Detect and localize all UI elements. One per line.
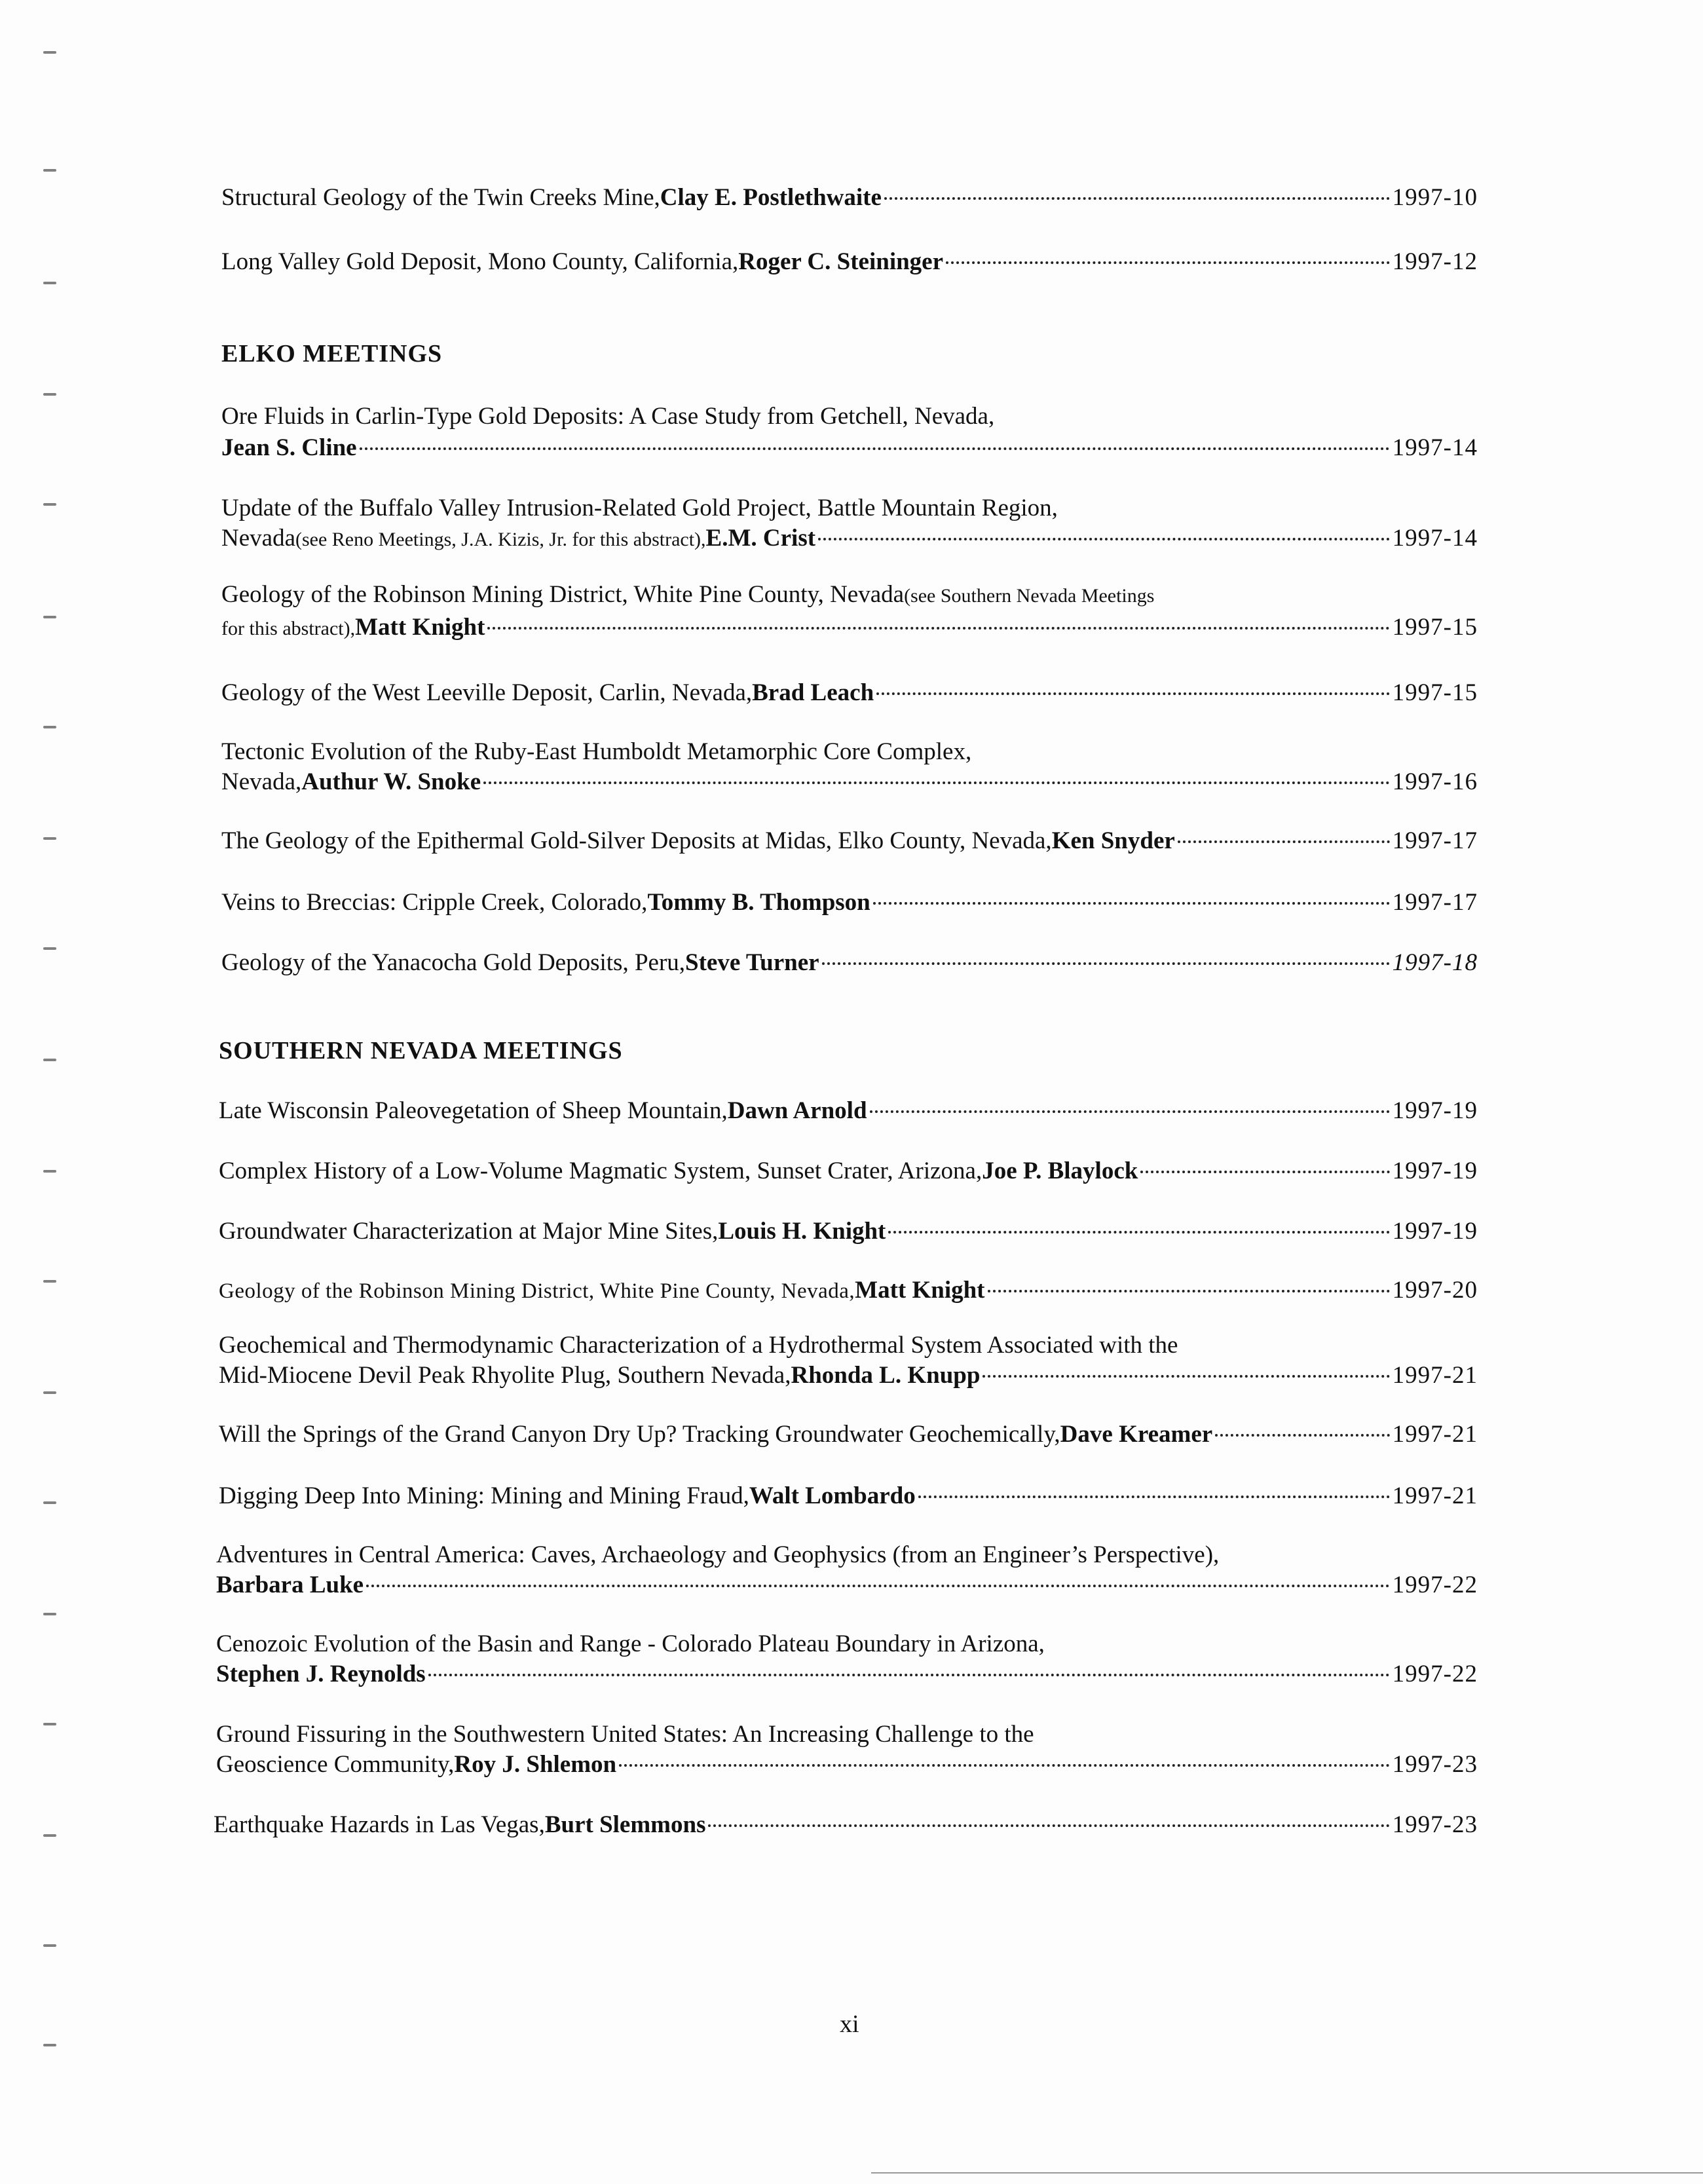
entry-page: 1997-18: [1392, 949, 1478, 976]
entry-title: Adventures in Central America: Caves, Archaeology and Geophysics (from an Engineer’s Perspective),: [216, 1541, 1220, 1568]
entry-author: Dave Kreamer: [1060, 1421, 1213, 1448]
toc-entry: [216, 1750, 1478, 1779]
scan-edge-mark: [43, 169, 56, 172]
dot-leader: [428, 1674, 1390, 1676]
entry-title: Geoscience Community,: [216, 1751, 455, 1778]
entry-title: Mid-Miocene Devil Peak Rhyolite Plug, Southern Nevada,: [219, 1362, 791, 1389]
entry-title: Tectonic Evolution of the Ruby-East Humboldt Metamorphic Core Complex,: [221, 738, 972, 765]
entry-title: Earthquake Hazards in Las Vegas,: [214, 1811, 545, 1838]
entry-author: E.M. Crist: [705, 525, 816, 552]
toc-entry: [219, 1482, 1478, 1510]
entry-page: 1997-15: [1392, 614, 1478, 641]
scan-edge-mark: [43, 1834, 56, 1837]
dot-leader: [483, 781, 1390, 784]
scan-edge-mark: [43, 1170, 56, 1173]
dot-leader: [360, 447, 1390, 450]
entry-author: Burt Slemmons: [544, 1811, 706, 1838]
entry-title: Geology of the Robinson Mining District, White Pine County, Nevada,: [219, 1279, 855, 1303]
entry-author: Joe P. Blaylock: [982, 1158, 1138, 1184]
scan-edge-mark: [43, 1391, 56, 1394]
entry-page: 1997-21: [1392, 1362, 1478, 1389]
toc-entry: [221, 183, 1478, 212]
dot-leader: [876, 692, 1390, 695]
entry-title: Geochemical and Thermodynamic Characterization of a Hydrothermal System Associated with the: [219, 1332, 1178, 1359]
scan-edge-mark: [43, 1613, 56, 1615]
toc-entry: [221, 679, 1478, 707]
section-heading-southern-nevada: SOUTHERN NEVADA MEETINGS: [219, 1037, 623, 1064]
dot-leader: [708, 1824, 1389, 1827]
entry-author: Walt Lombardo: [749, 1482, 916, 1509]
toc-entry-line: [216, 1630, 1045, 1658]
entry-author: Rhonda L. Knupp: [791, 1362, 981, 1389]
entry-title: Update of the Buffalo Valley Intrusion-Related Gold Project, Battle Mountain Region,: [221, 495, 1058, 521]
scan-bottom-edge: [871, 2172, 1703, 2174]
entry-author: Ken Snyder: [1051, 827, 1175, 854]
entry-page: 1997-17: [1392, 827, 1478, 854]
dot-leader: [884, 197, 1390, 200]
entry-page: 1997-19: [1392, 1097, 1478, 1124]
dot-leader: [1140, 1171, 1389, 1173]
scan-edge-mark: [43, 726, 56, 728]
entry-page: 1997-21: [1392, 1482, 1478, 1509]
dot-leader: [873, 902, 1390, 905]
entry-title: Will the Springs of the Grand Canyon Dry Up? Tracking Groundwater Geochemically,: [219, 1421, 1060, 1448]
toc-entry-line: [216, 1541, 1219, 1569]
scan-edge-mark: [43, 2044, 56, 2046]
dot-leader: [946, 261, 1390, 264]
toc-entry: [221, 949, 1478, 977]
scan-edge-mark: [43, 1059, 56, 1061]
entry-title: Digging Deep Into Mining: Mining and Mining Fraud,: [219, 1482, 749, 1509]
toc-entry: [221, 768, 1478, 796]
entry-page: 1997-16: [1392, 768, 1478, 795]
toc-entry: [221, 613, 1478, 641]
entry-author: Steve Turner: [685, 949, 819, 976]
entry-title: Groundwater Characterization at Major Mine Sites,: [219, 1218, 719, 1245]
toc-entry-line: [221, 738, 971, 766]
entry-page: 1997-15: [1392, 679, 1478, 706]
toc-entry-line: [216, 1720, 1034, 1748]
scan-edge-mark: [43, 947, 56, 950]
toc-entry: [221, 248, 1478, 276]
toc-entry-line: [219, 1331, 1178, 1359]
entry-title: Geology of the Robinson Mining District, White Pine County, Nevada: [221, 581, 905, 608]
entry-title: Geology of the West Leeville Deposit, Carlin, Nevada,: [221, 679, 753, 706]
entry-page: 1997-14: [1392, 434, 1478, 461]
entry-title: Late Wisconsin Paleovegetation of Sheep Mountain,: [219, 1097, 728, 1124]
page-number: xi: [840, 2010, 859, 2038]
toc-entry-line: [221, 402, 994, 430]
entry-title: Nevada: [221, 525, 295, 552]
entry-author: Authur W. Snoke: [301, 768, 481, 795]
dot-leader: [870, 1110, 1390, 1113]
entry-title: Long Valley Gold Deposit, Mono County, California,: [221, 248, 739, 275]
toc-entry: [216, 1571, 1478, 1599]
entry-title: Ore Fluids in Carlin-Type Gold Deposits: A Case Study from Getchell, Nevada,: [221, 403, 995, 430]
toc-entry: [219, 1361, 1478, 1389]
toc-entry: [221, 827, 1478, 855]
entry-note: (see Reno Meetings, J.A. Kizis, Jr. for this abstract),: [295, 529, 706, 550]
entry-author: Dawn Arnold: [727, 1097, 867, 1124]
scan-edge-mark: [43, 503, 56, 506]
entry-title: Nevada,: [221, 768, 302, 795]
scan-edge-mark: [43, 393, 56, 396]
entry-page: 1997-12: [1392, 248, 1478, 275]
scan-edge-mark: [43, 1501, 56, 1504]
dot-leader: [822, 962, 1390, 965]
entry-title: Cenozoic Evolution of the Basin and Range - Colorado Plateau Boundary in Arizona,: [216, 1630, 1045, 1657]
toc-entry: [219, 1276, 1478, 1304]
scan-edge-mark: [43, 616, 56, 618]
dot-leader: [366, 1585, 1390, 1587]
entry-page: 1997-19: [1392, 1218, 1478, 1245]
entry-author: Roy J. Shlemon: [454, 1751, 617, 1778]
section-heading-elko: ELKO MEETINGS: [221, 340, 443, 367]
dot-leader: [619, 1764, 1390, 1767]
entry-page: 1997-10: [1392, 184, 1478, 211]
entry-author: Roger C. Steininger: [738, 248, 944, 275]
entry-author: Jean S. Cline: [221, 434, 357, 461]
dot-leader: [982, 1375, 1389, 1378]
entry-title: The Geology of the Epithermal Gold-Silver Deposits at Midas, Elko County, Nevada,: [221, 827, 1052, 854]
scan-edge-mark: [43, 837, 56, 840]
toc-entry-line: [221, 494, 1058, 522]
entry-author: Louis H. Knight: [718, 1218, 886, 1245]
scan-edge-mark: [43, 51, 56, 54]
toc-entry: [221, 434, 1478, 462]
entry-author: Matt Knight: [355, 614, 485, 641]
entry-author: Stephen J. Reynolds: [216, 1661, 426, 1687]
entry-page: 1997-21: [1392, 1421, 1478, 1448]
dot-leader: [888, 1231, 1389, 1233]
entry-title: Geology of the Yanacocha Gold Deposits, Peru,: [221, 949, 686, 976]
entry-author: Matt Knight: [855, 1277, 985, 1304]
entry-author: Brad Leach: [752, 679, 874, 706]
entry-note: for this abstract),: [221, 618, 356, 639]
toc-entry: [219, 1217, 1478, 1245]
entry-author: Barbara Luke: [216, 1572, 364, 1598]
scan-edge-mark: [43, 282, 56, 284]
entry-page: 1997-19: [1392, 1158, 1478, 1184]
entry-page: 1997-23: [1392, 1751, 1478, 1778]
toc-entry: [216, 1660, 1478, 1688]
scan-edge-mark: [43, 1944, 56, 1947]
toc-entry: [219, 1420, 1478, 1448]
dot-leader: [1215, 1434, 1389, 1437]
toc-entry: [219, 1097, 1478, 1125]
dot-leader: [818, 538, 1390, 540]
toc-entry: [214, 1811, 1478, 1839]
entry-note: (see Southern Nevada Meetings: [904, 585, 1155, 607]
toc-entry-line: [221, 580, 1154, 609]
entry-title: Ground Fissuring in the Southwestern United States: An Increasing Challenge to the: [216, 1721, 1034, 1748]
entry-page: 1997-20: [1392, 1277, 1478, 1304]
toc-entry: [221, 524, 1478, 552]
entry-title: Veins to Breccias: Cripple Creek, Colorado,: [221, 889, 648, 916]
scan-edge-mark: [43, 1280, 56, 1283]
dot-leader: [487, 627, 1389, 630]
entry-page: 1997-14: [1392, 525, 1478, 552]
entry-page: 1997-22: [1392, 1661, 1478, 1687]
entry-page: 1997-22: [1392, 1572, 1478, 1598]
dot-leader: [1178, 840, 1390, 843]
toc-entry: [221, 888, 1478, 916]
scan-edge-mark: [43, 1723, 56, 1725]
entry-title: Structural Geology of the Twin Creeks Mine,: [221, 184, 660, 211]
dot-leader: [918, 1496, 1390, 1498]
toc-entry: [219, 1157, 1478, 1185]
entry-page: 1997-17: [1392, 889, 1478, 916]
entry-page: 1997-23: [1392, 1811, 1478, 1838]
entry-title: Complex History of a Low-Volume Magmatic System, Sunset Crater, Arizona,: [219, 1158, 982, 1184]
dot-leader: [988, 1290, 1390, 1292]
entry-author: Tommy B. Thompson: [647, 889, 870, 916]
entry-author: Clay E. Postlethwaite: [660, 184, 882, 211]
